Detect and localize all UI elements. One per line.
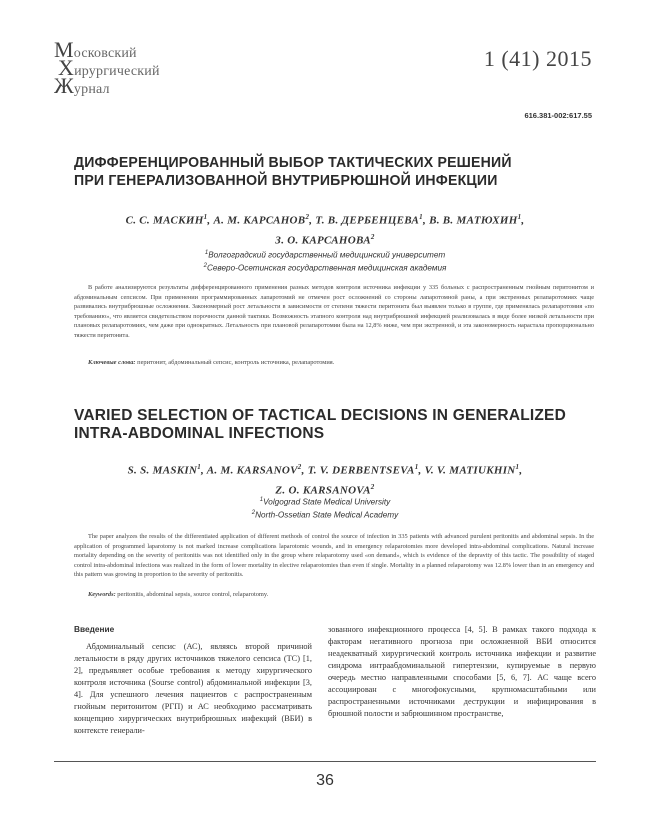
issue-number: 1 (41) 2015 [483,46,592,71]
journal-logo: Московский Хирургический Журнал [54,37,160,98]
footer-rule [54,761,596,762]
authors-ru: С. С. МАСКИН$^1$, А. М. КАРСАНОВ$^2$, Т. В. ДЕРБЕНЦЕВА$^1$, В. В. МАТЮХИН$^1$, З. О. КАРСАНОВА$^2$ [125,213,525,247]
keywords-ru: Ключевые слова: перитонит, абдоминальный сепсис, контроль источника, релапаротомия. [88,359,335,366]
body-column-right: зованного инфекционного процесса [4, 5]. В рамках такого подхода к факторам негативного прогноза при осложненной ВБИ относится неадекватный хирургический контроль источника инфекции и развитие синдрома интраабдоминальной гипертензии, купируемые в первую очередь местно направленными способами [5, 6, 7]. АС чаще всего ассоциирован с многофокусными, крупномасштабными или распространенными источниками деструкции и инфицирования в брюшной полости и забрюшинном пространстве, [328,625,596,718]
authors-en: S. S. MASKIN$^1$, A. M. KARSANOV$^2$, T. V. DERBENTSEVA$^1$, V. V. MATIUKHIN$^1$, Z. O. KARSANOVA$^2$ [127,463,523,497]
affiliations-en: $^1$Volgograd State Medical University $^2$North-Ossetian State Medical Academy [251,497,399,520]
body-column-left: Абдоминальный сепсис (АС), являясь второй причиной летальности в ряду других источников тяжелого сепсиса (ТС) [1, 2], предъявляет особые требования к методу хирургического контроля источника (Sourse control) абдоминальной инфекции [3, 4]. Для успешного лечения пациентов с распространенным гнойным перитонитом (РГП) и АС необходимо рассматривать концепцию хирургических внутрибрюшных инфекций (ВБИ) в контексте генерали- [74,642,312,735]
page-number: 36 [316,772,334,789]
udc-code: 616.381-002:617.55 [524,111,592,120]
section-title: Введение [74,624,115,634]
abstract-ru: В работе анализируются результаты дифференцированного применения разных методов контроля источника инфекции у 335 больных с распространенным гнойным перитонитом и абдоминальным сепсисом. При применении программированных лапаротомий не отмечен рост осложнений со стороны лапаротомной раны, а при экстренных релапаротомиях чаще развивались внутрибрюшные осложнения. Закономерный рост летальности в зависимости от степени тяжести перитонита был выявлен только в группе, где применялась релапаротомия «по требованию», что является свидетельством порочности данной тактики. Возможность этапного контроля над внутрибрюшной инфекцией реализовалась в виде более низкой летальности при плановых релапаротомиях, чем даже при однократных. Летальность при плановой релапаротомии была на 12,8% ниже, чем при экстренной, и эта закономерность нарастала пропорционально тяжести перитонита. [74,284,594,339]
affiliations-ru: $^1$Волгоградский государственный медицинский университет $^2$Северо-Осетинская государственная медицинская академия [203,250,447,273]
title-ru: ДИФФЕРЕНЦИРОВАННЫЙ ВЫБОР ТАКТИЧЕСКИХ РЕШЕНИЙ ПРИ ГЕНЕРАЛИЗОВАННОЙ ВНУТРИБРЮШНОЙ ИНФЕКЦИИ [74,154,512,189]
abstract-en: The paper analyzes the results of the differentiated application of different methods of control the source of infection in 335 patients with advanced purulent peritonitis and abdominal sepsis. In the application of programmed laparotomy is not marked increase complications laparotomic wounds, and in emergency relaparotomies more developed intra-abdominal complications. Natural increase mortality depending on the severity of peritonitis was not identified only in the group where relaparotomy used «on demand», which is evidence of the depravity of this tactic. The possibility of staged control intra-abdominal infections was realized in the form of lower mortality in elective relaparotomies than even if single. Mortality in a planned relaparotomy was 12.8% lower than in an emergency and this pattern was growing in proportion to the severity of peritonitis. [74,533,594,579]
title-en: VARIED SELECTION OF TACTICAL DECISIONS IN GENERALIZED INTRA-ABDOMINAL INFECTIONS [74,407,566,442]
keywords-en: Keywords: peritonitis, abdominal sepsis, source control, relaparotomy. [88,591,269,598]
